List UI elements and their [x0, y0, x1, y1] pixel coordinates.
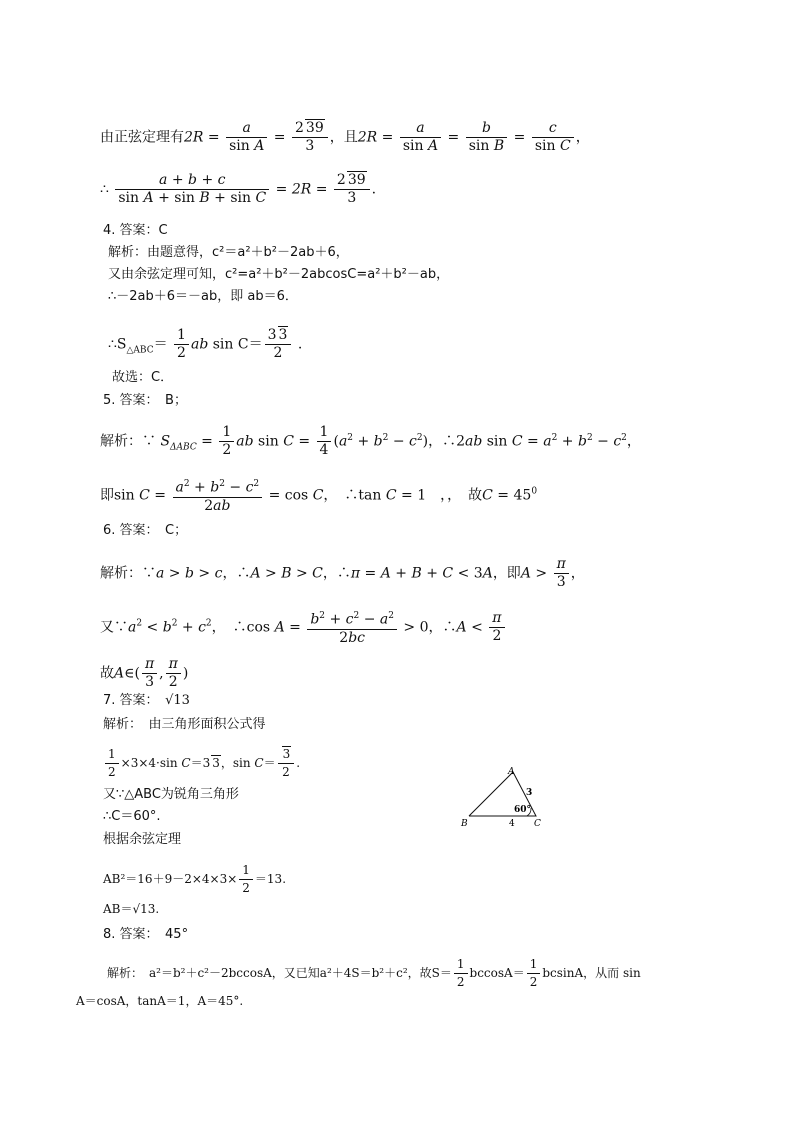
triangle-figure [455, 762, 550, 830]
q8-answer: 8. 答案： 45° [103, 927, 189, 942]
side-bc-label: 4 [509, 819, 515, 829]
q8-line1: 解析： a²＝b²＋c²－2bccosA，又已知a²＋4S＝b²＋c²，故S＝ $\frac{1}{2}$ bccosA＝ $\frac{1}{2}$ bcsinA，从而 sin [107, 957, 641, 989]
q7-line3: 又∵△ABC为锐角三角形 [103, 787, 239, 802]
q6-line1: 解析：∵a > b > c，∴A > B > C，∴π = A + B + C < 3A，即A > $\frac{\pi}{3}$ ， [100, 556, 585, 590]
q6-line3: 故A∈( $\frac{\pi}{3}$ , $\frac{\pi}{2}$ ) [100, 656, 189, 690]
q7-line6: AB²＝16＋9－2×4×3× $\frac{1}{2}$ ＝13. [103, 863, 287, 895]
q4-answer: 4. 答案：C [103, 223, 168, 238]
q4-line2: 又由余弦定理可知，c²=a²＋b²－2abcosC=a²＋b²－ab， [108, 267, 450, 282]
line-sine-rule: 由正弦定理有2R = $\frac{a}{\text{sin A}}$ = $\frac{2 39}{3}$ ，且2R = $\frac{a}{\text{sin A}}$ = $\frac{b}{\text{sin B}}$ = $\frac{c}{\text{sin C}}$ ， [100, 120, 590, 154]
q4-area: $\therefore S_{\triangle ABC}=$ $\frac{1}{2}$ ab sin C＝ $\frac{3 3}{2}$ . [108, 327, 303, 361]
side-ac-label: 3 [526, 788, 533, 798]
q5-line2: 即sin C = $\frac{a^2 + b^2 - c^2}{2ab}$ = cos C， ∴tan C = 1 ，， 故$C = 45^0$ [100, 476, 537, 515]
q4-choice: 故选：C． [112, 370, 174, 385]
vertex-b-label: B [461, 819, 468, 829]
q7-line1: 解析： 由三角形面积公式得 [103, 717, 266, 732]
angle-label: 60° [514, 805, 532, 815]
q4-line1: 解析：由题意得，c²＝a²＋b²－2ab＋6， [108, 245, 349, 260]
q7-line2: $\frac{1}{2}$ ×3×4·sin C＝3 3，sin C＝ $\frac{3}{2}$ . [103, 746, 300, 781]
q7-answer: 7. 答案： √13 [103, 693, 190, 708]
q5-line1: 解析：∵ $S_{\Delta ABC}$ = $\frac{1}{2}$ ab sin C = $\frac{1}{4}$ $(a^2 + b^2 - c^2)$，∴2ab $\sin C = a^2 + b^2 - c^2$， [100, 424, 641, 458]
q8-line2: A＝cosA，tanA＝1，A＝45°. [76, 994, 244, 1008]
q5-answer: 5. 答案： B； [103, 393, 187, 408]
vertex-a-label: A [508, 767, 515, 777]
line-ratio: ∴ $\frac{a + b + c}{\text{sin A + sin B + sin C}}$ = 2R = $\frac{2 39}{3}$ . [100, 172, 377, 206]
q7-line7: AB＝√13. [103, 902, 160, 916]
q6-line2: 又$\because a^2 < b^2 + c^2$， ∴cos A = $\frac{b^2 + c^2 - a^2}{2bc}$ > 0，∴A < $\frac{\pi}{2}$ [100, 608, 507, 647]
q6-answer: 6. 答案： C； [103, 523, 188, 538]
q7-line5: 根据余弦定理 [103, 832, 182, 847]
q4-line3: ∴－2ab＋6＝－ab，即 ab＝6． [108, 289, 298, 304]
vertex-c-label: C [534, 819, 541, 829]
q7-line4: ∴C＝60°. [103, 809, 161, 824]
